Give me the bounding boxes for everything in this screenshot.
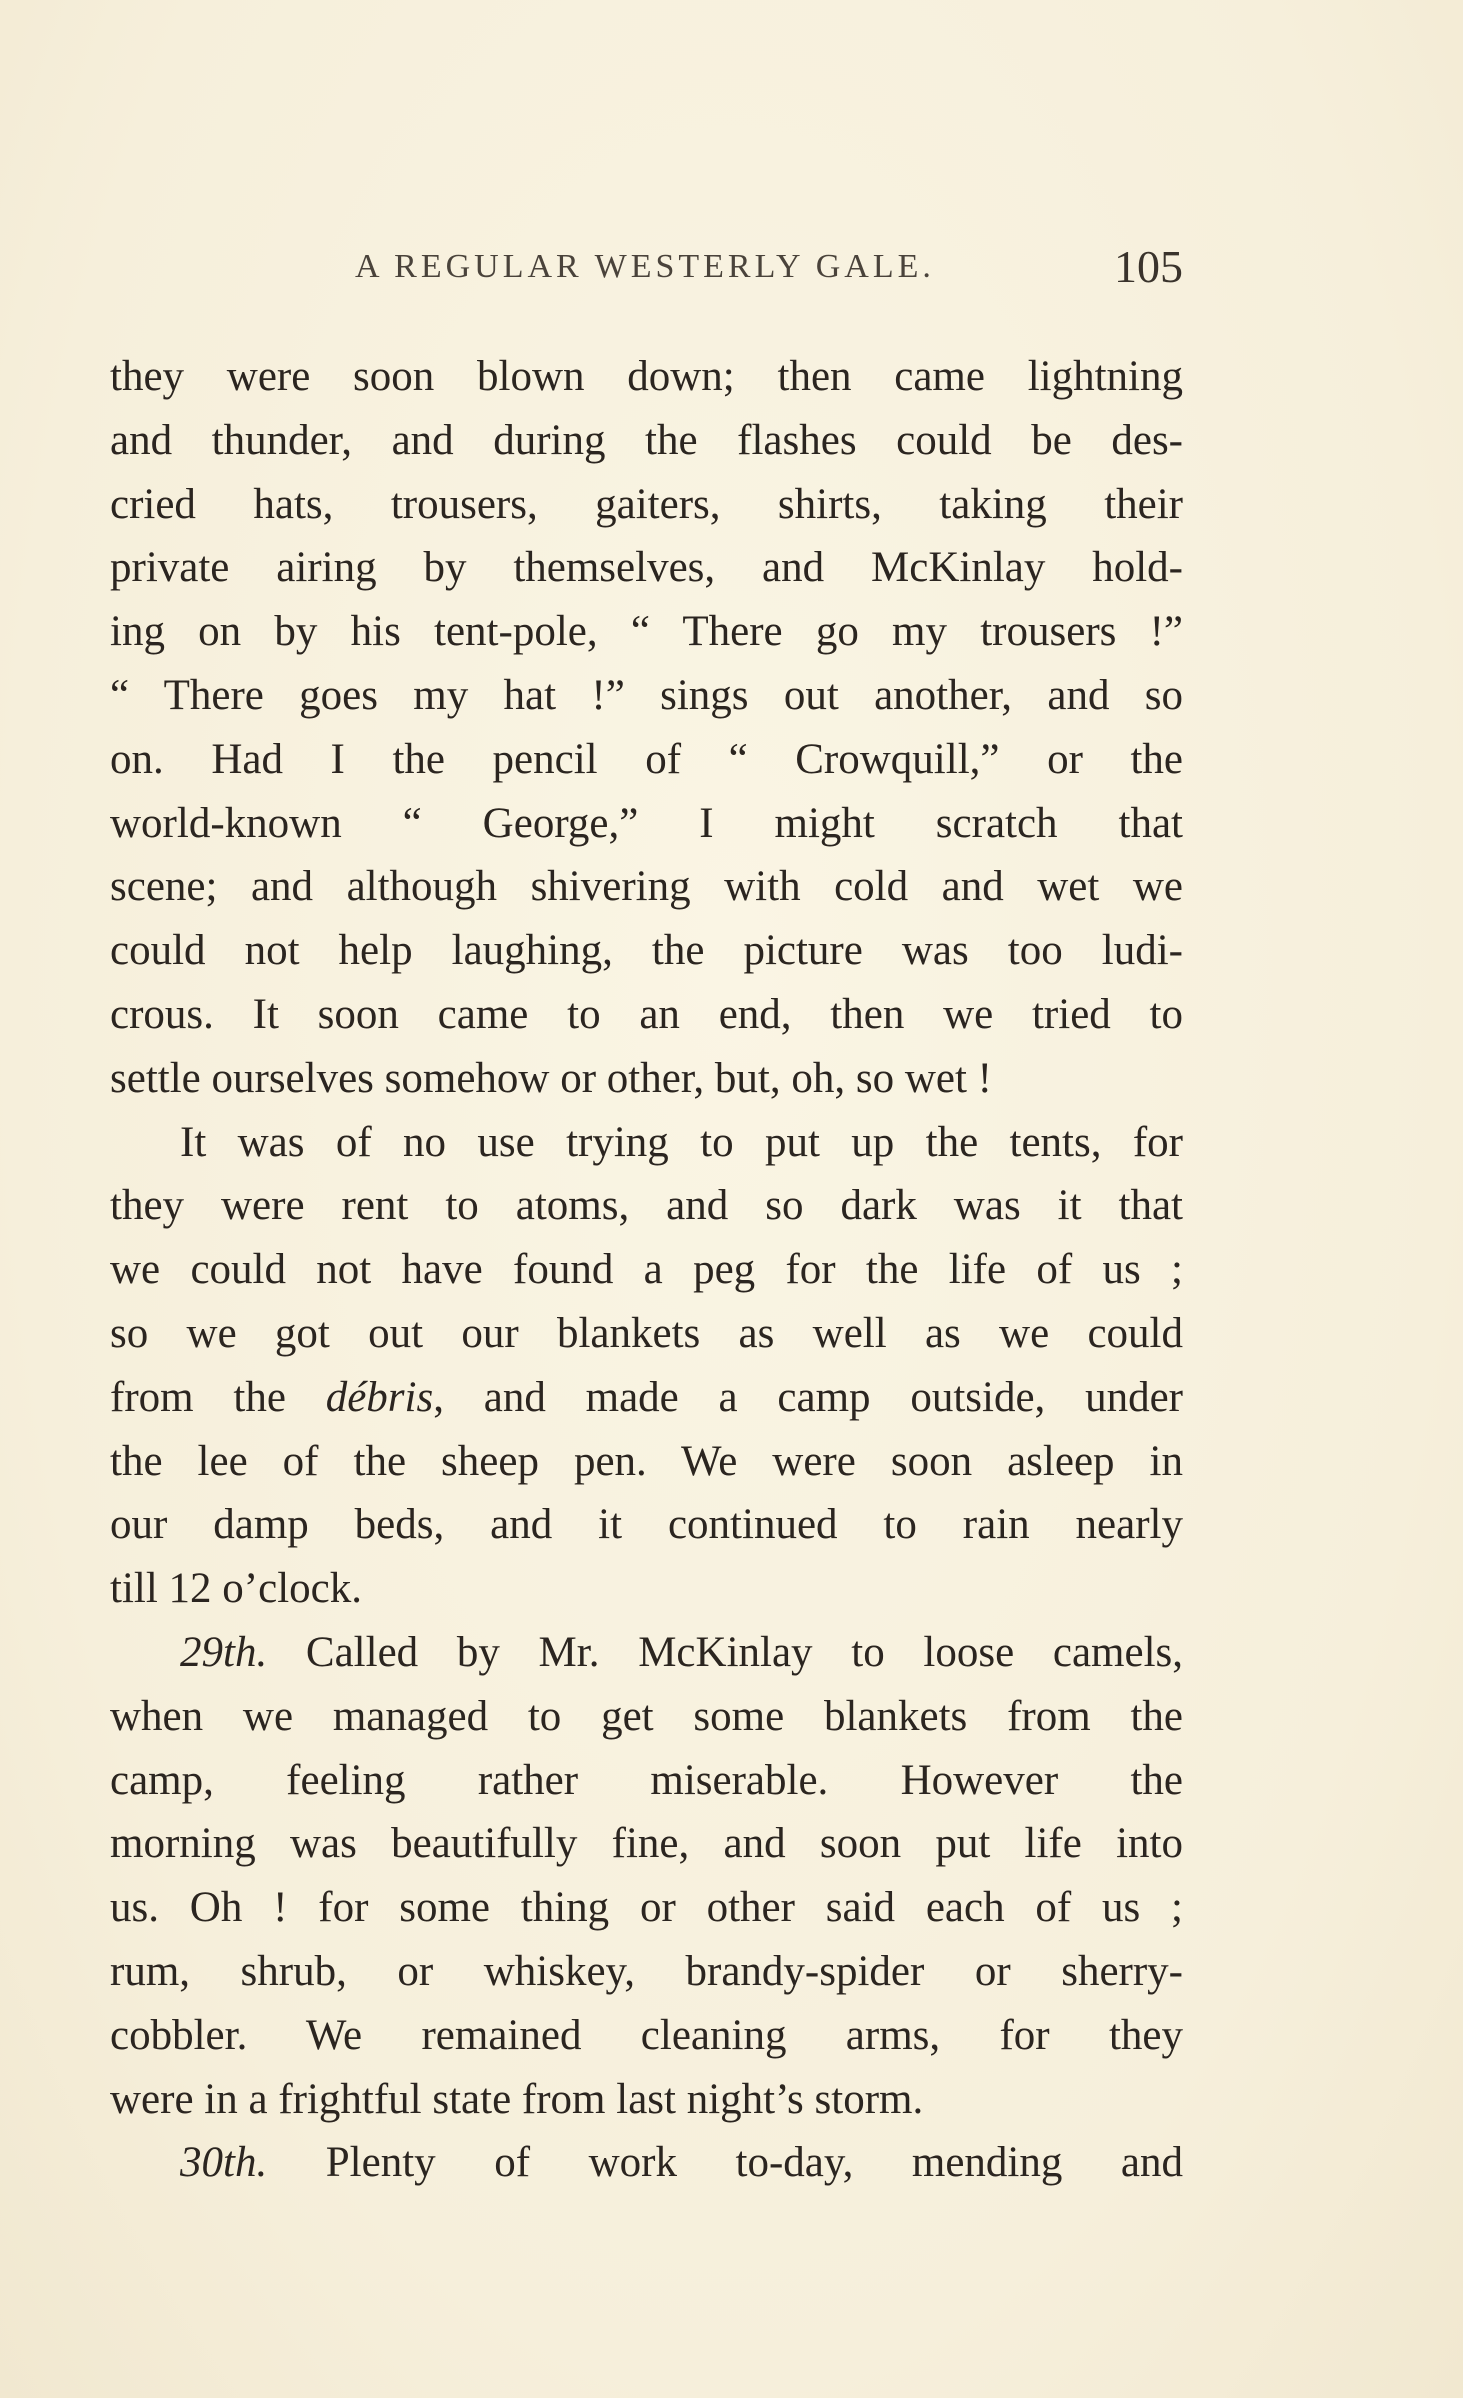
text-line: they were soon blown down; then came lightning: [110, 353, 1183, 400]
text-line: could not help laughing, the picture was too ludi-: [110, 927, 1183, 975]
text-line: our damp beds, and it continued to rain nearly: [110, 1501, 1183, 1549]
text-line: scene; and although shivering with cold and wet we: [110, 863, 1183, 911]
text-line: were in a frightful state from last night’s storm.: [110, 2075, 924, 2123]
text-line: ing on by his tent-pole, “ There go my trousers !”: [110, 608, 1183, 656]
body-text: [110, 345, 1183, 2195]
text-line: crous. It soon came to an end, then we tried to: [110, 990, 1183, 1038]
italic-text: 29th.: [180, 1628, 268, 1676]
text-line: morning was beautifully fine, and soon put life into: [110, 1820, 1183, 1868]
text-line: and thunder, and during the flashes could be des-: [110, 416, 1183, 464]
text-line: the lee of the sheep pen. We were soon asleep in: [110, 1437, 1183, 1485]
text-line: so we got out our blankets as well as we could: [110, 1309, 1183, 1357]
running-title: A REGULAR WESTERLY GALE.: [355, 248, 935, 285]
text-line: cobbler. We remained cleaning arms, for they: [110, 2011, 1183, 2059]
text-line: world-known “ George,” I might scratch that: [110, 799, 1183, 847]
text-line: on. Had I the pencil of “ Crowquill,” or the: [110, 735, 1183, 783]
text-line: when we managed to get some blankets from the: [110, 1692, 1183, 1740]
text-line: we could not have found a peg for the life of us ;: [110, 1246, 1183, 1294]
text-line: It was of no use trying to put up the tents, for: [180, 1118, 1183, 1166]
text-line: they were rent to atoms, and so dark was it that: [110, 1182, 1183, 1230]
text-line: camp, feeling rather miserable. However the: [110, 1756, 1183, 1804]
page-number: 105: [1114, 241, 1183, 292]
italic-text: 30th.: [180, 2139, 268, 2187]
text-line: “ There goes my hat !” sings out another, and so: [110, 671, 1183, 719]
text-line: 29th. Called by Mr. McKinlay to loose camels,: [180, 1628, 1183, 1676]
text-line: 30th. Plenty of work to-day, mending and: [180, 2139, 1183, 2187]
text-line: cried hats, trousers, gaiters, shirts, taking their: [110, 480, 1183, 528]
text-line: from the débris, and made a camp outside, under: [110, 1373, 1183, 1421]
text-line: us. Oh ! for some thing or other said each of us ;: [110, 1884, 1183, 1932]
running-head: [110, 240, 1183, 300]
text-line: settle ourselves somehow or other, but, oh, so wet !: [110, 1054, 993, 1102]
italic-text: débris: [325, 1373, 434, 1421]
text-line: till 12 o’clock.: [110, 1565, 362, 1613]
text-line: rum, shrub, or whiskey, brandy-spider or sherry-: [110, 1947, 1183, 1995]
text-line: private airing by themselves, and McKinlay hold-: [110, 544, 1183, 592]
